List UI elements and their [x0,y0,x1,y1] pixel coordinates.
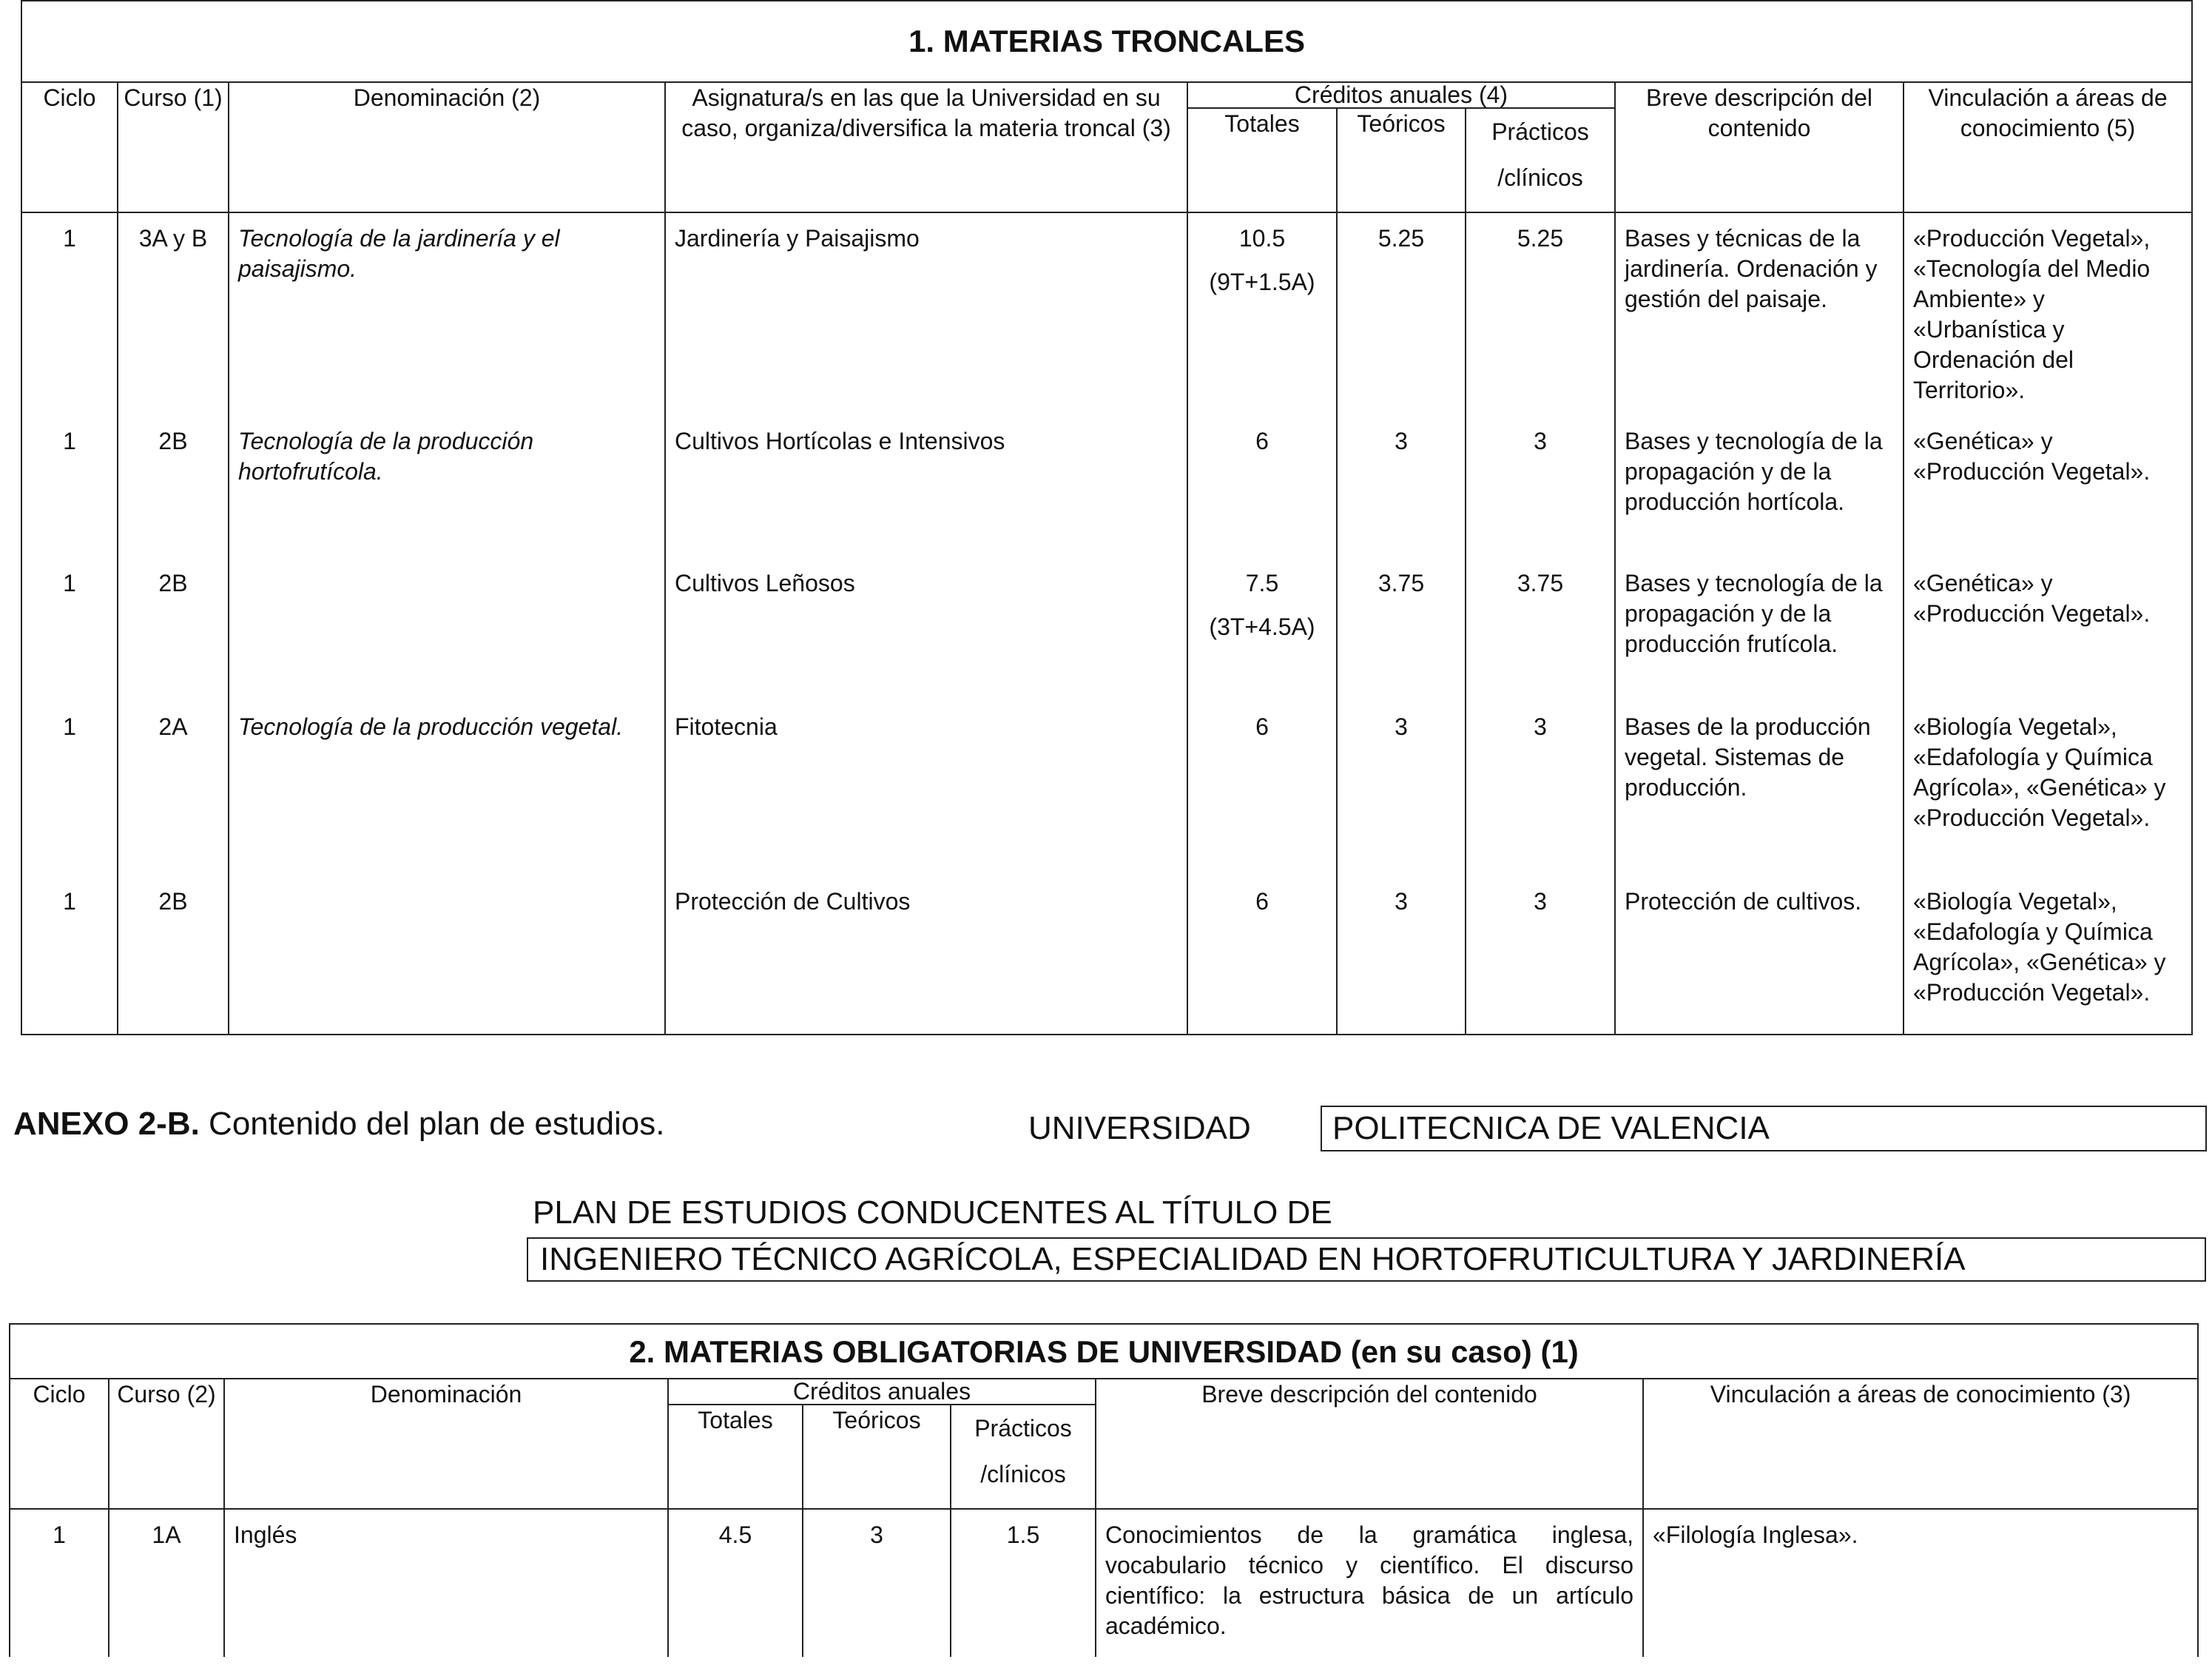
header-ciclo: Ciclo [21,82,118,212]
universidad-value: POLITECNICA DE VALENCIA [1321,1106,2207,1151]
cell-denominacion [229,876,665,1035]
table-row [21,702,2192,876]
cell-totales: 4.5 [668,1509,803,1657]
totales-value: 6 [1255,888,1269,915]
anexo-text: Contenido del plan de estudios. [199,1106,665,1142]
table-row [21,212,2192,416]
universidad-label: UNIVERSIDAD [1028,1110,1251,1146]
header-ciclo: Ciclo [10,1379,109,1509]
cell-teoricos: 3 [803,1509,951,1657]
header-denominacion: Denominación (2) [229,82,665,212]
cell-practicos: 5.25 [1466,212,1615,416]
cell-totales [1187,212,1337,416]
plan-label: PLAN DE ESTUDIOS CONDUCENTES AL TÍTULO DE [533,1194,1332,1231]
cell-denominacion: Inglés [224,1509,668,1657]
cell-descripcion: Bases y técnicas de la jardinería. Ordenación y gestión del paisaje. [1615,212,1904,416]
cell-ciclo: 1 [10,1509,109,1657]
header-creditos: Créditos anuales (4) [1187,82,1615,108]
cell-asignatura: Jardinería y Paisajismo [665,212,1187,416]
header-curso: Curso (1) [118,82,229,212]
cell-curso: 2A [118,702,229,876]
cell-vinculacion: «Filología Inglesa». [1643,1509,2198,1657]
header-vinculacion: Vinculación a áreas de conocimiento (3) [1643,1379,2198,1509]
cell-practicos: 1.5 [951,1509,1096,1657]
cell-teoricos: 3 [1337,702,1466,876]
cell-practicos: 3.75 [1466,558,1615,702]
cell-descripcion: Bases y tecnología de la propagación y de la producción frutícola. [1615,558,1904,702]
cell-curso: 2B [118,876,229,1035]
header-curso: Curso (2) [109,1379,224,1509]
cell-vinculacion: «Biología Vegetal», «Edafología y Química Agrícola», «Genética» y «Producción Vegetal». [1904,876,2192,1035]
table-row [10,1509,2198,1657]
header-asignatura: Asignatura/s en las que la Universidad en su caso, organiza/diversifica la materia troncal (3) [665,82,1187,212]
cell-vinculacion: «Genética» y «Producción Vegetal». [1904,416,2192,558]
header-teoricos: Teóricos [803,1405,951,1509]
cell-practicos: 3 [1466,702,1615,876]
cell-vinculacion: «Genética» y «Producción Vegetal». [1904,558,2192,702]
header-teoricos: Teóricos [1337,108,1466,212]
header-vinculacion: Vinculación a áreas de conocimiento (5) [1904,82,2192,212]
cell-descripcion: Protección de cultivos. [1615,876,1904,1035]
cell-vinculacion: «Biología Vegetal», «Edafología y Química Agrícola», «Genética» y «Producción Vegetal». [1904,702,2192,876]
table1-title: 1. MATERIAS TRONCALES [21,1,2192,82]
header-practicos: Prácticos /clínicos [951,1405,1096,1509]
cell-asignatura: Protección de Cultivos [665,876,1187,1035]
cell-denominacion: Tecnología de la producción hortofrutícola. [229,416,665,558]
cell-descripcion: Bases y tecnología de la propagación y de la producción hortícola. [1615,416,1904,558]
anexo-heading [13,1106,665,1143]
cell-teoricos: 3 [1337,876,1466,1035]
header-totales: Totales [668,1405,803,1509]
cell-ciclo: 1 [21,212,118,416]
cell-practicos: 3 [1466,876,1615,1035]
anexo-label: ANEXO 2-B. [13,1106,200,1142]
cell-ciclo: 1 [21,558,118,702]
table2-title: 2. MATERIAS OBLIGATORIAS DE UNIVERSIDAD (en su caso) (1) [10,1324,2198,1379]
header-practicos: Prácticos /clínicos [1466,108,1615,212]
cell-practicos: 3 [1466,416,1615,558]
table-row [21,876,2192,1035]
header-denominacion: Denominación [224,1379,668,1509]
cell-curso: 3A y B [118,212,229,416]
cell-denominacion [229,558,665,702]
cell-ciclo: 1 [21,416,118,558]
cell-teoricos: 3.75 [1337,558,1466,702]
cell-asignatura: Fitotecnia [665,702,1187,876]
totales-value: 7.5 [1245,570,1279,596]
cell-denominacion: Tecnología de la jardinería y el paisajismo. [229,212,665,416]
cell-curso: 2B [118,416,229,558]
table-row [21,416,2192,558]
cell-totales [1187,876,1337,1035]
totales-value: 6 [1255,713,1269,740]
cell-curso: 1A [109,1509,224,1657]
header-totales: Totales [1187,108,1337,212]
table-row [21,558,2192,702]
cell-teoricos: 3 [1337,416,1466,558]
cell-teoricos: 5.25 [1337,212,1466,416]
cell-descripcion: Bases de la producción vegetal. Sistemas de producción. [1615,702,1904,876]
cell-totales [1187,702,1337,876]
cell-curso: 2B [118,558,229,702]
cell-ciclo: 1 [21,702,118,876]
cell-totales [1187,558,1337,702]
table-materias-troncales [21,0,2193,1035]
cell-ciclo: 1 [21,876,118,1035]
cell-asignatura: Cultivos Leñosos [665,558,1187,702]
totales-value: 6 [1255,428,1269,454]
header-creditos: Créditos anuales [668,1379,1096,1405]
cell-asignatura: Cultivos Hortícolas e Intensivos [665,416,1187,558]
cell-totales [1187,416,1337,558]
totales-detail: (3T+4.5A) [1209,613,1315,640]
header-descripcion: Breve descripción del contenido [1096,1379,1643,1509]
totales-value: 10.5 [1238,225,1286,252]
cell-vinculacion: «Producción Vegetal», «Tecnología del Medio Ambiente» y «Urbanística y Ordenación del Territorio». [1904,212,2192,416]
plan-title-value: INGENIERO TÉCNICO AGRÍCOLA, ESPECIALIDAD EN HORTOFRUTICULTURA Y JARDINERÍA [527,1237,2206,1282]
header-descripcion: Breve descripción del contenido [1615,82,1904,212]
cell-denominacion: Tecnología de la producción vegetal. [229,702,665,876]
totales-detail: (9T+1.5A) [1209,269,1315,295]
table-materias-obligatorias [9,1323,2199,1657]
cell-descripcion: Conocimientos de la gramática inglesa, vocabulario técnico y científico. El discurso científico: la estructura básica de un artículo académico. [1096,1509,1643,1657]
